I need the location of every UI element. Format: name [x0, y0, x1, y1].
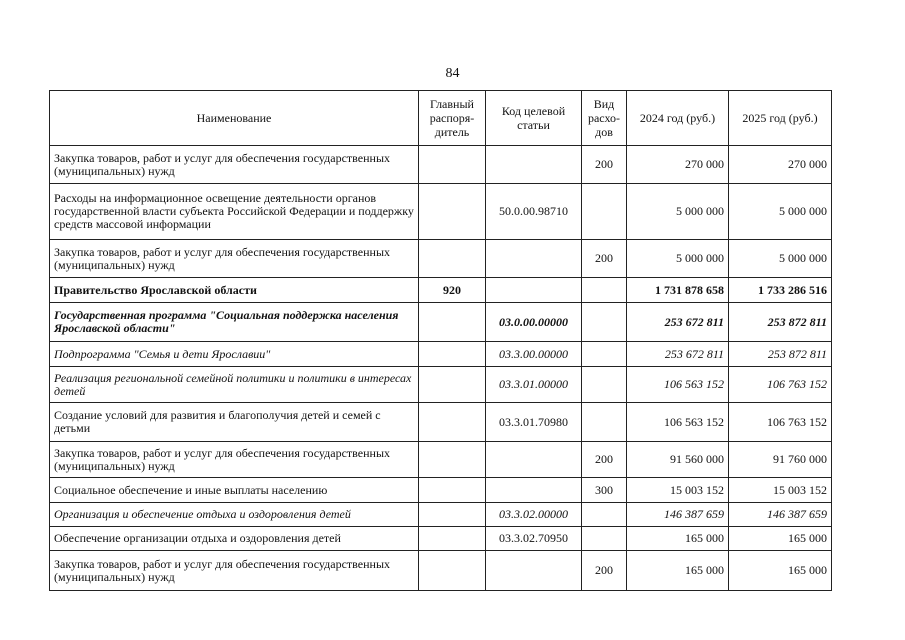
- row-2025-cell: 253 872 811: [729, 342, 832, 367]
- header-name: Наименование: [50, 91, 419, 146]
- row-code-cell: 03.0.00.00000: [486, 303, 582, 342]
- row-2024-cell: 5 000 000: [627, 184, 729, 240]
- row-name-cell: Закупка товаров, работ и услуг для обеспечения государственных (муниципальных) нужд: [50, 551, 419, 591]
- row-2024-cell: 165 000: [627, 527, 729, 551]
- row-code-cell: [486, 240, 582, 278]
- row-name-cell: Создание условий для развития и благополучия детей и семей с детьми: [50, 403, 419, 442]
- row-kind-cell: 200: [582, 551, 627, 591]
- row-2025-cell: 165 000: [729, 551, 832, 591]
- row-code-cell: 50.0.00.98710: [486, 184, 582, 240]
- row-kind-cell: [582, 503, 627, 527]
- row-2024-cell: 253 672 811: [627, 342, 729, 367]
- row-name-cell: Организация и обеспечение отдыха и оздоровления детей: [50, 503, 419, 527]
- row-code-cell: 03.3.02.00000: [486, 503, 582, 527]
- row-2024-cell: 91 560 000: [627, 442, 729, 478]
- row-kind-cell: [582, 367, 627, 403]
- row-admin-cell: [419, 551, 486, 591]
- row-code-cell: [486, 478, 582, 503]
- row-admin-cell: [419, 367, 486, 403]
- row-admin-cell: [419, 403, 486, 442]
- table-row: [50, 146, 832, 184]
- row-name-cell: Социальное обеспечение и иные выплаты населению: [50, 478, 419, 503]
- row-kind-cell: 200: [582, 240, 627, 278]
- row-2024-cell: 15 003 152: [627, 478, 729, 503]
- row-2025-cell: 146 387 659: [729, 503, 832, 527]
- row-admin-cell: [419, 240, 486, 278]
- row-admin-cell: [419, 478, 486, 503]
- row-name-cell: Закупка товаров, работ и услуг для обеспечения государственных (муниципальных) нужд: [50, 442, 419, 478]
- row-kind-cell: [582, 303, 627, 342]
- table-body: [50, 146, 832, 591]
- row-2024-cell: 1 731 878 658: [627, 278, 729, 303]
- row-code-cell: [486, 278, 582, 303]
- row-2024-cell: 5 000 000: [627, 240, 729, 278]
- table-row: [50, 527, 832, 551]
- row-code-cell: [486, 442, 582, 478]
- table-row: [50, 303, 832, 342]
- budget-table: [49, 90, 832, 591]
- row-code-cell: 03.3.01.00000: [486, 367, 582, 403]
- row-name-cell: Подпрограмма "Семья и дети Ярославии": [50, 342, 419, 367]
- table-row: [50, 184, 832, 240]
- row-kind-cell: [582, 278, 627, 303]
- row-kind-cell: 300: [582, 478, 627, 503]
- table-row: [50, 240, 832, 278]
- table-row: [50, 342, 832, 367]
- row-2025-cell: 165 000: [729, 527, 832, 551]
- row-kind-cell: [582, 184, 627, 240]
- table-row: [50, 551, 832, 591]
- table-row: [50, 478, 832, 503]
- row-kind-cell: [582, 403, 627, 442]
- row-code-cell: 03.3.02.70950: [486, 527, 582, 551]
- row-2024-cell: 165 000: [627, 551, 729, 591]
- row-name-cell: Обеспечение организации отдыха и оздоровления детей: [50, 527, 419, 551]
- row-admin-cell: [419, 442, 486, 478]
- row-name-cell: Государственная программа "Социальная поддержка населения Ярославской области": [50, 303, 419, 342]
- row-2024-cell: 106 563 152: [627, 403, 729, 442]
- row-kind-cell: 200: [582, 146, 627, 184]
- header-admin: Главный распоря-дитель: [419, 91, 486, 146]
- row-2025-cell: 106 763 152: [729, 367, 832, 403]
- row-admin-cell: [419, 146, 486, 184]
- row-code-cell: [486, 146, 582, 184]
- row-2025-cell: 106 763 152: [729, 403, 832, 442]
- row-admin-cell: [419, 503, 486, 527]
- row-code-cell: 03.3.00.00000: [486, 342, 582, 367]
- row-name-cell: Закупка товаров, работ и услуг для обеспечения государственных (муниципальных) нужд: [50, 240, 419, 278]
- row-name-cell: Правительство Ярославской области: [50, 278, 419, 303]
- row-2025-cell: 91 760 000: [729, 442, 832, 478]
- row-kind-cell: [582, 527, 627, 551]
- table-row: [50, 503, 832, 527]
- table-row: [50, 442, 832, 478]
- row-admin-cell: [419, 303, 486, 342]
- row-2025-cell: 270 000: [729, 146, 832, 184]
- row-name-cell: Реализация региональной семейной политики и политики в интересах детей: [50, 367, 419, 403]
- table-row: [50, 403, 832, 442]
- header-code: Код целевой статьи: [486, 91, 582, 146]
- page-number: 84: [445, 66, 460, 81]
- row-admin-cell: [419, 342, 486, 367]
- header-kind: Вид расхо-дов: [582, 91, 627, 146]
- row-2025-cell: 253 872 811: [729, 303, 832, 342]
- row-admin-cell: [419, 184, 486, 240]
- row-code-cell: 03.3.01.70980: [486, 403, 582, 442]
- row-2025-cell: 5 000 000: [729, 184, 832, 240]
- row-2024-cell: 106 563 152: [627, 367, 729, 403]
- row-2024-cell: 146 387 659: [627, 503, 729, 527]
- row-name-cell: Закупка товаров, работ и услуг для обеспечения государственных (муниципальных) нужд: [50, 146, 419, 184]
- row-kind-cell: [582, 342, 627, 367]
- row-code-cell: [486, 551, 582, 591]
- row-2024-cell: 270 000: [627, 146, 729, 184]
- table-row: [50, 367, 832, 403]
- table-header-row: [50, 91, 832, 146]
- table-row: [50, 278, 832, 303]
- row-admin-cell: [419, 527, 486, 551]
- row-2025-cell: 1 733 286 516: [729, 278, 832, 303]
- row-name-cell: Расходы на информационное освещение деятельности органов государственной власти субъекта Российской Федерации и поддержку средств массовой информации: [50, 184, 419, 240]
- row-2025-cell: 5 000 000: [729, 240, 832, 278]
- row-admin-cell: 920: [419, 278, 486, 303]
- header-2025: 2025 год (руб.): [729, 91, 832, 146]
- row-2025-cell: 15 003 152: [729, 478, 832, 503]
- row-kind-cell: 200: [582, 442, 627, 478]
- header-2024: 2024 год (руб.): [627, 91, 729, 146]
- row-2024-cell: 253 672 811: [627, 303, 729, 342]
